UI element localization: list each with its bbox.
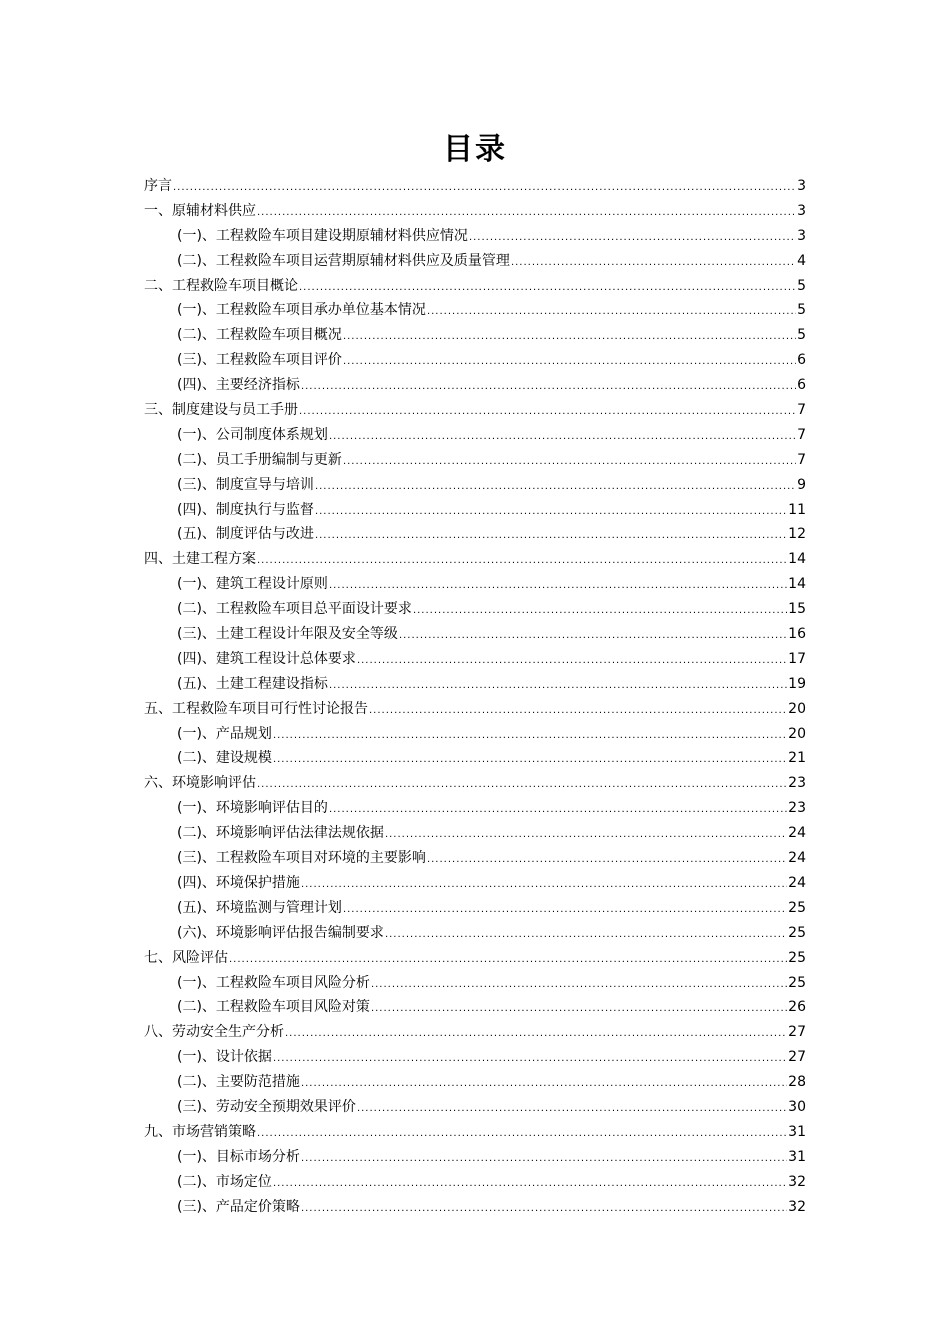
toc-entry-title: (三)、制度宣导与培训	[177, 476, 314, 493]
toc-entry[interactable]	[144, 896, 806, 921]
toc-entry[interactable]	[144, 448, 806, 473]
toc-entry[interactable]	[144, 348, 806, 373]
toc-dot-leader	[371, 997, 787, 1022]
toc-dot-leader	[511, 251, 796, 276]
toc-entry-page-number: 20	[788, 725, 806, 742]
toc-dot-leader	[343, 350, 796, 375]
toc-dot-leader	[329, 425, 796, 450]
toc-dot-leader	[273, 748, 787, 773]
toc-entry-page-number: 5	[797, 302, 806, 319]
toc-dot-leader	[413, 599, 787, 624]
toc-entry-page-number: 3	[797, 178, 806, 194]
toc-dot-leader	[329, 574, 787, 599]
toc-entry[interactable]	[144, 522, 806, 547]
toc-entry-title: (一)、产品规划	[177, 725, 272, 742]
toc-entry-title: (一)、建筑工程设计原则	[177, 576, 328, 593]
toc-entry-page-number: 27	[788, 1024, 806, 1041]
toc-dot-leader	[257, 773, 787, 798]
toc-dot-leader	[369, 699, 787, 724]
toc-dot-leader	[315, 524, 787, 549]
toc-entry[interactable]	[144, 1195, 806, 1220]
toc-entry-page-number: 31	[788, 1123, 806, 1140]
toc-entry-page-number: 25	[788, 924, 806, 941]
toc-entry-page-number: 17	[788, 650, 806, 667]
toc-dot-leader	[399, 624, 787, 649]
toc-entry-title: (二)、工程救险车项目运营期原辅材料供应及质量管理	[177, 252, 510, 269]
toc-entry-page-number: 3	[797, 202, 806, 219]
toc-entry-page-number: 23	[788, 800, 806, 817]
toc-entry-title: 一、原辅材料供应	[144, 202, 256, 219]
toc-entry[interactable]	[144, 771, 806, 796]
toc-dot-leader	[299, 276, 796, 301]
toc-entry-title: (一)、设计依据	[177, 1049, 272, 1066]
toc-entry[interactable]	[144, 224, 806, 249]
toc-dot-leader	[469, 226, 796, 251]
toc-entry-title: (二)、环境影响评估法律法规依据	[177, 825, 384, 842]
toc-entry-page-number: 7	[797, 451, 806, 468]
toc-entry-title: 四、土建工程方案	[144, 551, 256, 568]
toc-entry-page-number: 5	[797, 327, 806, 344]
toc-dot-leader	[329, 674, 787, 699]
toc-entry[interactable]	[144, 1045, 806, 1070]
toc-entry[interactable]	[144, 597, 806, 622]
toc-entry-title: 六、环境影响评估	[144, 775, 256, 792]
toc-entry-page-number: 25	[788, 949, 806, 966]
toc-entry-title: (四)、建筑工程设计总体要求	[177, 650, 356, 667]
toc-dot-leader	[427, 848, 787, 873]
toc-entry-title: (二)、工程救险车项目总平面设计要求	[177, 601, 412, 618]
toc-entry[interactable]	[144, 1145, 806, 1170]
toc-entry[interactable]	[144, 946, 806, 971]
toc-entry[interactable]	[144, 174, 806, 199]
toc-entry[interactable]	[144, 274, 806, 299]
toc-entry-title: (一)、公司制度体系规划	[177, 426, 328, 443]
toc-entry[interactable]	[144, 871, 806, 896]
toc-dot-leader	[273, 1047, 787, 1072]
toc-entry-title: (五)、环境监测与管理计划	[177, 899, 342, 916]
toc-dot-leader	[229, 948, 787, 973]
toc-entry-page-number: 5	[797, 277, 806, 294]
toc-dot-leader	[285, 1022, 787, 1047]
toc-entry-title: (三)、劳动安全预期效果评价	[177, 1098, 356, 1115]
toc-entry-title: (六)、环境影响评估报告编制要求	[177, 924, 384, 941]
toc-entry-title: (二)、工程救险车项目概况	[177, 327, 342, 344]
toc-entry-page-number: 7	[797, 402, 806, 419]
toc-entry-page-number: 32	[788, 1198, 806, 1215]
toc-entry-page-number: 11	[788, 501, 806, 518]
toc-entry[interactable]	[144, 971, 806, 996]
toc-entry-title: (五)、土建工程建设指标	[177, 675, 328, 692]
toc-entry-page-number: 12	[788, 526, 806, 543]
toc-entry[interactable]	[144, 697, 806, 722]
toc-dot-leader	[257, 1122, 787, 1147]
toc-entry-page-number: 31	[788, 1148, 806, 1165]
toc-entry-title: (二)、建设规模	[177, 750, 272, 767]
toc-entry-page-number: 21	[788, 750, 806, 767]
toc-entry-title: (三)、工程救险车项目评价	[177, 352, 342, 369]
toc-entry-page-number: 6	[797, 377, 806, 394]
toc-entry-page-number: 14	[788, 551, 806, 568]
toc-dot-leader	[257, 201, 796, 226]
toc-entry[interactable]	[144, 995, 806, 1020]
toc-entry[interactable]	[144, 547, 806, 572]
toc-dot-leader	[257, 549, 787, 574]
toc-entry[interactable]	[144, 498, 806, 523]
toc-entry-title: (一)、工程救险车项目建设期原辅材料供应情况	[177, 227, 468, 244]
toc-dot-leader	[273, 724, 787, 749]
toc-entry[interactable]	[144, 746, 806, 771]
toc-dot-leader	[343, 450, 796, 475]
toc-entry-page-number: 28	[788, 1074, 806, 1091]
toc-dot-leader	[299, 400, 796, 425]
toc-entry[interactable]	[144, 647, 806, 672]
toc-entry[interactable]	[144, 373, 806, 398]
toc-entry-title: (一)、工程救险车项目风险分析	[177, 974, 370, 991]
toc-entry[interactable]	[144, 921, 806, 946]
toc-dot-leader	[329, 798, 787, 823]
toc-entry[interactable]	[144, 1070, 806, 1095]
toc-entry-title: (一)、环境影响评估目的	[177, 800, 328, 817]
toc-entry[interactable]	[144, 572, 806, 597]
toc-entry-title: 三、制度建设与员工手册	[144, 402, 298, 419]
toc-entry-title: 序言	[144, 178, 172, 194]
table-of-contents	[144, 174, 806, 1219]
toc-entry-page-number: 23	[788, 775, 806, 792]
page-title: 目录	[443, 132, 507, 167]
toc-dot-leader	[343, 898, 787, 923]
toc-entry-page-number: 27	[788, 1049, 806, 1066]
toc-entry-title: (四)、主要经济指标	[177, 377, 300, 394]
toc-entry[interactable]	[144, 622, 806, 647]
toc-dot-leader	[357, 1097, 787, 1122]
toc-dot-leader	[173, 176, 796, 201]
toc-entry-page-number: 15	[788, 601, 806, 618]
toc-entry-title: (二)、主要防范措施	[177, 1074, 300, 1091]
toc-dot-leader	[385, 923, 787, 948]
toc-entry-title: 八、劳动安全生产分析	[144, 1024, 284, 1041]
toc-dot-leader	[301, 1072, 787, 1097]
toc-entry[interactable]	[144, 249, 806, 274]
toc-entry-page-number: 26	[788, 999, 806, 1016]
toc-entry-title: 七、风险评估	[144, 949, 228, 966]
toc-dot-leader	[315, 500, 787, 525]
toc-entry-page-number: 16	[788, 626, 806, 643]
toc-entry-title: (二)、市场定位	[177, 1173, 272, 1190]
toc-entry-title: (五)、制度评估与改进	[177, 526, 314, 543]
toc-entry-page-number: 4	[797, 252, 806, 269]
toc-entry[interactable]	[144, 846, 806, 871]
toc-entry[interactable]	[144, 473, 806, 498]
toc-entry[interactable]	[144, 1120, 806, 1145]
toc-entry-title: (三)、工程救险车项目对环境的主要影响	[177, 850, 426, 867]
toc-dot-leader	[385, 823, 787, 848]
toc-dot-leader	[371, 973, 787, 998]
toc-dot-leader	[301, 375, 796, 400]
toc-entry-page-number: 3	[797, 227, 806, 244]
toc-entry-page-number: 19	[788, 675, 806, 692]
toc-entry-title: (四)、环境保护措施	[177, 874, 300, 891]
toc-entry[interactable]	[144, 199, 806, 224]
toc-dot-leader	[301, 1147, 787, 1172]
toc-dot-leader	[427, 300, 796, 325]
toc-entry-title: 五、工程救险车项目可行性讨论报告	[144, 700, 368, 717]
toc-entry[interactable]	[144, 323, 806, 348]
toc-entry[interactable]	[144, 796, 806, 821]
toc-entry-page-number: 32	[788, 1173, 806, 1190]
toc-entry[interactable]	[144, 821, 806, 846]
toc-entry[interactable]	[144, 1020, 806, 1045]
toc-entry-page-number: 20	[788, 700, 806, 717]
toc-entry-page-number: 25	[788, 974, 806, 991]
toc-entry-page-number: 6	[797, 352, 806, 369]
toc-dot-leader	[357, 649, 787, 674]
toc-entry[interactable]	[144, 722, 806, 747]
toc-entry-page-number: 25	[788, 899, 806, 916]
toc-entry-title: (三)、产品定价策略	[177, 1198, 300, 1215]
toc-entry-page-number: 7	[797, 426, 806, 443]
toc-entry-title: 二、工程救险车项目概论	[144, 277, 298, 294]
toc-entry-page-number: 24	[788, 825, 806, 842]
toc-dot-leader	[301, 1197, 787, 1222]
toc-entry-title: (二)、员工手册编制与更新	[177, 451, 342, 468]
toc-dot-leader	[343, 325, 796, 350]
toc-dot-leader	[315, 475, 796, 500]
toc-entry-page-number: 24	[788, 874, 806, 891]
toc-entry-title: (二)、工程救险车项目风险对策	[177, 999, 370, 1016]
toc-entry-title: (四)、制度执行与监督	[177, 501, 314, 518]
toc-dot-leader	[273, 1172, 787, 1197]
toc-entry-title: 九、市场营销策略	[144, 1123, 256, 1140]
toc-entry-title: (一)、目标市场分析	[177, 1148, 300, 1165]
toc-entry[interactable]	[144, 398, 806, 423]
toc-entry[interactable]	[144, 423, 806, 448]
toc-entry[interactable]	[144, 1170, 806, 1195]
toc-entry-page-number: 9	[797, 476, 806, 493]
toc-entry-page-number: 30	[788, 1098, 806, 1115]
toc-entry-title: (一)、工程救险车项目承办单位基本情况	[177, 302, 426, 319]
toc-entry[interactable]	[144, 298, 806, 323]
toc-entry[interactable]	[144, 672, 806, 697]
toc-entry-page-number: 24	[788, 850, 806, 867]
toc-dot-leader	[301, 873, 787, 898]
toc-entry-title: (三)、土建工程设计年限及安全等级	[177, 626, 398, 643]
toc-entry-page-number: 14	[788, 576, 806, 593]
toc-entry[interactable]	[144, 1095, 806, 1120]
